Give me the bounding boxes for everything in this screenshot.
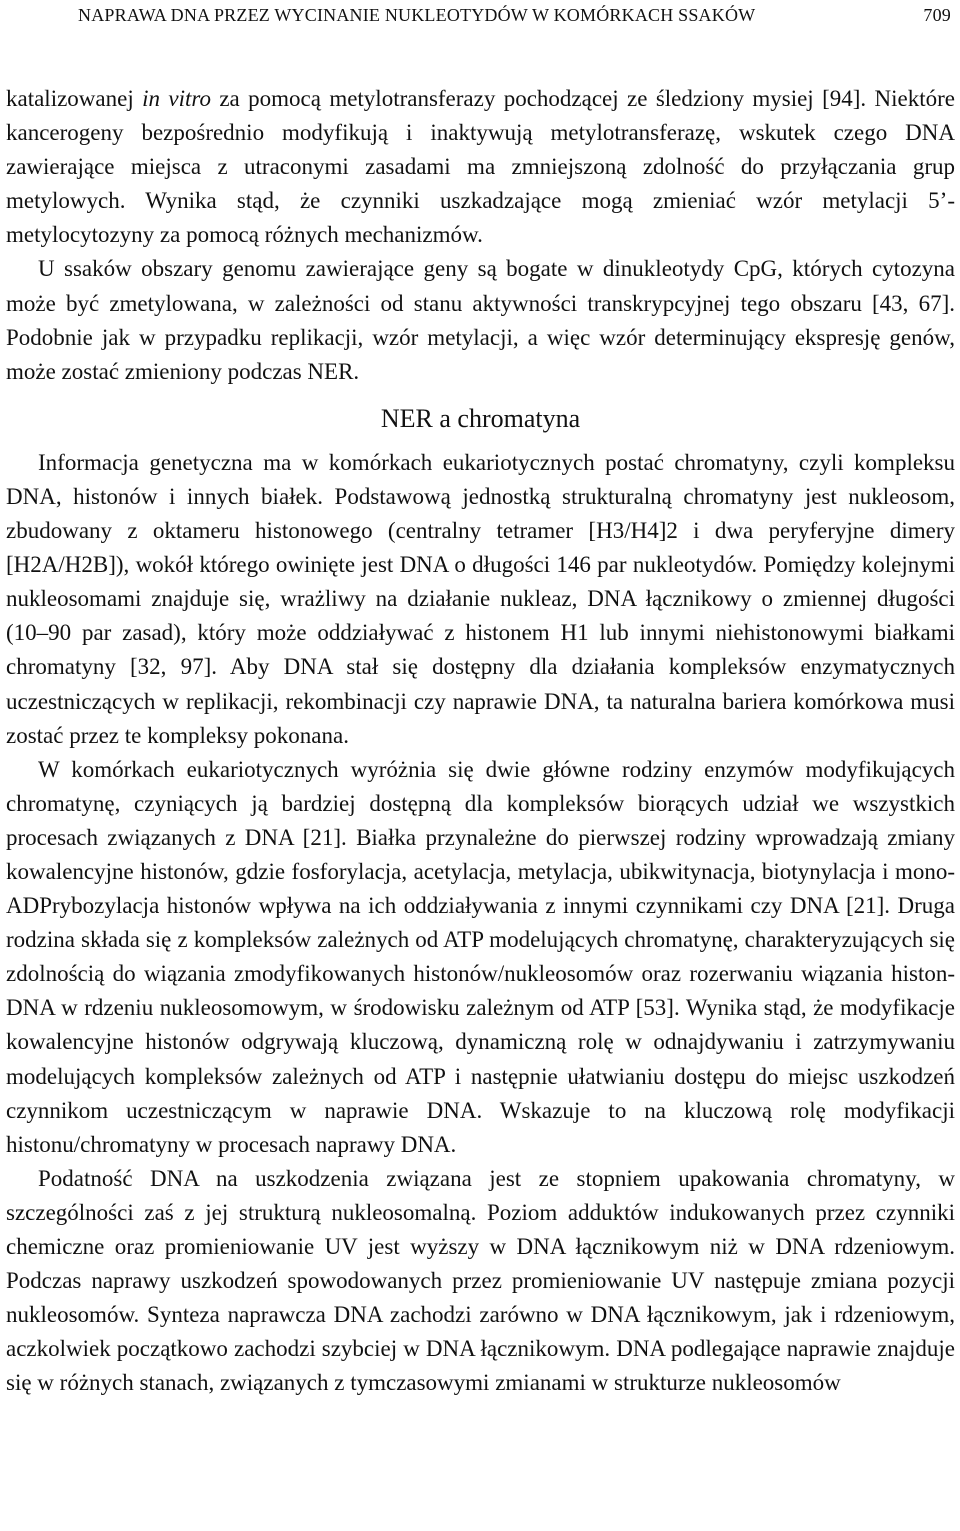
paragraph-chromatin-modifying-enzymes: W komórkach eukariotycznych wyróżnia się dwie główne rodziny enzymów modyfikujących chromatynę, czyniących ją bardziej dostępną dla kompleksów biorących udział we wszystkich procesach związanych z DNA [21]. Białka przynależne do pierwszej rodziny wprowadzają zmiany kowalencyjne histonów, gdzie fosforylacja, acetylacja, metylacja, ubikwitynacja, biotynylacja i mono-ADPrybozylacja histonów wpływa na ich oddziaływania z innymi czynnikami czy DNA [21]. Druga rodzina składa się z kompleksów zależnych od ATP modelujących chromatynę, charakteryzujących się zdolnością do wiązania zmodyfikowanych histonów/nukleosomów oraz rozerwaniu wiązania histon-DNA w rdzeniu nukleosomowym, w środowisku zależnym od ATP [53]. Wynika stąd, że modyfikacje kowalencyjne histonów odgrywają kluczową, dynamiczną rolę w odnajdywaniu i zatrzymywaniu modelujących kompleksów zależnych od ATP i następnie ułatwianiu dostępu do miejsc uszkodzeń czynnikom uczestniczącym w naprawie DNA. Wskazuje to na kluczową rolę modyfikacji histonu/chromatyny w procesach naprawy DNA.	[6, 756, 955, 1157]
section-heading: NER a chromatyna	[380, 403, 581, 433]
paragraph-dna-damage-susceptibility: Podatność DNA na uszkodzenia związana jest ze stopniem upakowania chromatyny, w szczególności zaś z jej strukturą nukleosomalną. Poziom adduktów indukowanych przez czynniki chemiczne oraz promieniowanie UV jest wyższy w DNA łącznikowym niż w DNA rdzeniowym. Podczas naprawy uszkodzeń spowodowanych przez promieniowanie UV następuje zmiana pozycji nukleosomów. Synteza naprawcza DNA zachodzi zarówno w DNA łącznikowym, jak i rdzeniowym, aczkolwiek początkowo zachodzi szybciej w DNA łącznikowym. DNA podlegające naprawie znajduje się w różnych stanach, związanych z tymczasowymi zmianami w strukturze nukleosomów	[6, 1165, 955, 1396]
running-header	[6, 0, 955, 36]
paragraph-chromatin-structure: Informacja genetyczna ma w komórkach eukariotycznych postać chromatyny, czyli kompleksu DNA, histonów i innych białek. Podstawową jednostką strukturalną chromatyny jest nukleosom, zbudowany z oktameru histonowego (centralny tetramer [H3/H4]2 i dwa peryferyjne dimery [H2A/H2B]), wokół którego owinięte jest DNA o długości 146 par nukleotydów. Pomiędzy kolejnymi nukleosomami znajduje się, wrażliwy na działanie nukleaz, DNA łącznikowy o zmiennej długości (10–90 par zasad), który może oddziaływać z histonem H1 lub innymi niehistonowymi białkami chromatyny [32, 97]. Aby DNA stał się dostępny dla działania kompleksów enzymatycznych uczestniczących w replikacji, rekombinacji czy naprawie DNA, ta naturalna bariera komórkowa musi zostać przez te kompleksy pokonana.	[6, 449, 955, 748]
paragraph-1-rest: za pomocą metylotransferazy pochodzącej ze śledziony mysiej [94]. Niektóre kancerogeny bezpośrednio modyfikują i inaktywują metylotransferazę, wskutek czego DNA zawierające miejsca z utraconymi zasadami ma zmniejszoną zdolność do przyłączania grup metylowych. Wynika stąd, że czynniki uszkadzające mogą zmieniać wzór metylacji 5’-metylocytozyny za pomocą różnych mechanizmów.	[6, 86, 955, 248]
paragraph-cpg-methylation: U ssaków obszary genomu zawierające geny są bogate w dinukleotydy CpG, których cytozyna może być zmetylowana, w zależności od stanu aktywności transkrypcyjnej tego obszaru [43, 67]. Podobnie jak w przypadku replikacji, wzór metylacji, a więc wzór determinujący ekspresję genów, może zostać zmieniony podczas NER.	[6, 256, 955, 384]
paragraph-1-prefix: katalizowanej	[6, 86, 143, 111]
page-number: 709	[923, 5, 951, 25]
paragraph-methylation-continued	[6, 82, 955, 252]
document-page	[6, 0, 955, 1396]
body-text	[6, 82, 955, 1400]
paragraph-1-italic-term: in vitro	[142, 86, 211, 111]
running-header-title: NAPRAWA DNA PRZEZ WYCINANIE NUKLEOTYDÓW W KOMÓRKACH SSAKÓW	[78, 5, 756, 25]
